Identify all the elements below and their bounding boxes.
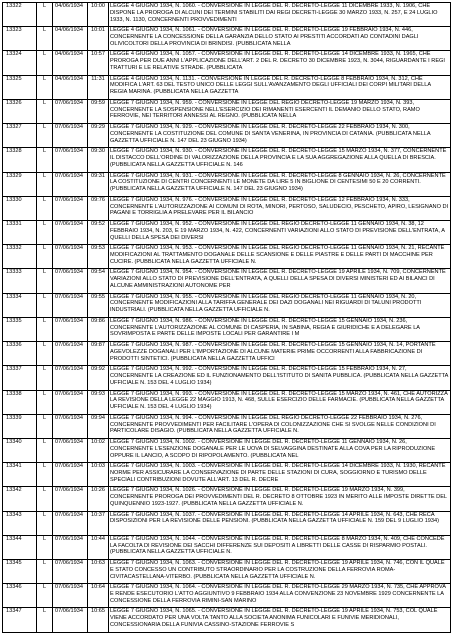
entry-code: 09:52 — [88, 220, 109, 244]
entry-code: 10:63 — [88, 560, 109, 584]
entry-number: 13344 — [3, 535, 37, 559]
entry-date: 07/06/1934 — [53, 463, 88, 487]
entry-code: 10:03 — [88, 463, 109, 487]
entry-date: 07/06/1934 — [53, 608, 88, 633]
entry-date: 07/06/1934 — [53, 293, 88, 317]
table-row — [3, 196, 451, 220]
entry-type: L — [37, 366, 53, 390]
entry-code: 10:37 — [88, 511, 109, 535]
entry-code: 09:92 — [88, 366, 109, 390]
table-row — [3, 99, 451, 123]
entry-type: L — [37, 27, 53, 51]
entry-date: 07/06/1934 — [53, 390, 88, 414]
entry-type: L — [37, 560, 53, 584]
entry-date: 07/06/1934 — [53, 196, 88, 220]
entry-date: 07/06/1934 — [53, 172, 88, 196]
entry-type: L — [37, 99, 53, 123]
entry-code: 09:53 — [88, 245, 109, 269]
entry-description: LEGGE 7 GIUGNO 1934, N. 1002. - CONVERSIONE IN LEGGE DEL R. DECRETO-LEGGE 11 GENNAIO 1934, N. 26, CONCERNENTE L'ESENZIONE DOGANALE PER LE UOVA DI SELVAGGINA DESTINATE ALLA COVA PER LA RIPRODUZIONE OPPURE IL LANCIO, A SCOPO DI RIPOPOLAMENTO. (PUBBLICATA NEL — [109, 438, 451, 462]
entry-description: LEGGE 7 GIUGNO 1934, N. 992. - CONVERSIONE IN LEGGE DEL R. DECRETO-LEGGE 15 FEBBRAIO 1934, N. 27, CONCERNENTE LA CREAZIONE ED IL FUNZIONAMENTO DELL'ISTITUTO DI SANITA PUBBLICA. (PUBBLICATA NELLA GAZZETTA UFFICIALE N. 153 DEL 4 LUGLIO 1934) — [109, 366, 451, 390]
entry-description: LEGGE 7 GIUGNO 1934, N. 1003. - CONVERSIONE IN LEGGE DEL R. DECRETO-LEGGE 14 DICEMBRE 1933, N. 1930, RECANTE NORME PER ASSICURARE LA CONSERVAZIONE DI PARTE DELLE STAZIONI DI CURA, SOGGIORNO E TURISMO DELLE SPECIALI CONTRIBUZIONI DOVUTE ALL'ART. 13 DEL R. DECRE — [109, 463, 451, 487]
entry-number: 13323 — [3, 27, 37, 51]
entry-code: 09:93 — [88, 390, 109, 414]
entry-number: 13334 — [3, 293, 37, 317]
entry-description: LEGGE 7 GIUGNO 1934, N. 952. - CONVERSIONE IN LEGGE DEL REGIO DECRETO-LEGGE 11 GENNAIO 1934, N. 38, 12 FEBBRAIO 1934, N. 203, E 19 MARZO 1934, N. 422, CONCERNENTI VARIAZIONI ALLO STATO DI PREVISIONE DELL'ENTRATA, A QUELLI DELLA SPESA DEI DIVERSI — [109, 220, 451, 244]
entry-code: 09:31 — [88, 172, 109, 196]
entry-number: 13337 — [3, 366, 37, 390]
entry-date: 07/06/1934 — [53, 124, 88, 148]
entry-code: 10:44 — [88, 535, 109, 559]
entry-description: LEGGE 7 GIUGNO 1934, N. 987. - CONVERSIONE IN LEGGE DEL R. DECRETO-LEGGE 15 GENNAIO 1934, N. 14, PORTANTE AGEVOLEZZE DOGANALI PER L'IMPORTAZIONE DI ALCUNE MATERIE PRIME OCCORRENTI ALLA FABBRICAZIONE DI PRODOTTI SINTETICI. (PUBBLICATA NELLA GAZZETTA UFFICI — [109, 342, 451, 366]
entry-date: 04/06/1934 — [53, 51, 88, 75]
table-row — [3, 511, 451, 535]
table-row — [3, 269, 451, 293]
entry-number: 13329 — [3, 172, 37, 196]
table-row — [3, 560, 451, 584]
entry-date: 07/06/1934 — [53, 245, 88, 269]
entry-date: 07/06/1934 — [53, 148, 88, 172]
entry-type: L — [37, 463, 53, 487]
entry-type: L — [37, 51, 53, 75]
entry-description: LEGGE 7 GIUGNO 1934, N. 953. - CONVERSIONE IN LEGGE DEL REGIO DECRETO-LEGGE 11 GENNAIO 1934, N. 21, RECANTE MODIFICAZIONI AL TRATTAMENTO DOGANALE DELLE SCANSIONE E DELLE PIASTRE E DELLE PARTI DI MACCHINE PER CUCIRE. (PUBBLICATA NELLA GAZZETTA UFFICIALE N. — [109, 245, 451, 269]
entry-number: 13345 — [3, 560, 37, 584]
entry-description: LEGGE 7 GIUGNO 1934, N. 1026. - CONVERSIONE IN LEGGE DEL R. DECRETO-LEGGE 19 MARZO 1934, N. 399, CONCERNENTE PROROGA DEI PROVVEDIMENTI DEL R. DECRETO 8 OTTOBRE 1923 IN MERITO ALLE IMPOSTE DIRETTE DEL QUINQUENNIO 1923-1927. (PUBBLICATA NELLA GAZZETTA UFFICIALE N. — [109, 487, 451, 511]
table-row — [3, 487, 451, 511]
entry-type: L — [37, 608, 53, 633]
table-row — [3, 245, 451, 269]
table-row — [3, 124, 451, 148]
entry-date: 07/06/1934 — [53, 269, 88, 293]
entry-date: 07/06/1934 — [53, 584, 88, 608]
entry-date: 07/06/1934 — [53, 317, 88, 341]
entry-description: LEGGE 7 GIUGNO 1934, N. 986. - CONVERSIONE IN LEGGE DEL R. DECRETO-LEGGE 15 GENNAIO 1934, N. 236, CONCERNENTE L'AUTORIZZAZIONE AL COMUNE DI CASPERIA, IN SABINA, REGIA E GIURIDICHE E A DELEGARE LA SOVRIMPOSTA E PARTE DELLE IMPOSTE LOCALI PER GARANTIRE I M — [109, 317, 451, 341]
entry-description: LEGGE 4 GIUGNO 1934, N. 1131. - CONVERSIONE IN LEGGE DEL R. DECRETO-LEGGE 8 FEBBRAIO 1934, N. 312, CHE MODIFICA L'ART. 63 DEL TESTO UNICO DELLE LEGGI SULL'AVANZAMENTO DEGLI UFFICIALI DEI CORPI MILITARI DELLA REGIA MARINA. (PUBBLICATA NELLA GAZZETTA — [109, 75, 451, 99]
table-row — [3, 3, 451, 27]
table-row — [3, 342, 451, 366]
entry-date: 07/06/1934 — [53, 535, 88, 559]
entry-date: 07/06/1934 — [53, 366, 88, 390]
entry-number: 13324 — [3, 51, 37, 75]
entry-date: 04/06/1934 — [53, 27, 88, 51]
table-row — [3, 172, 451, 196]
entry-type: L — [37, 535, 53, 559]
entry-code: 09:55 — [88, 293, 109, 317]
entry-code: 11:31 — [88, 75, 109, 99]
entry-number: 13336 — [3, 342, 37, 366]
entry-type: L — [37, 75, 53, 99]
entry-type: L — [37, 3, 53, 27]
entry-date: 07/06/1934 — [53, 99, 88, 123]
entry-number: 13328 — [3, 148, 37, 172]
entry-description: LEGGE 4 GIUGNO 1934, N. 1060. - CONVERSIONE IN LEGGE DEL R. DECRETO-LEGGE 11 DICEMBRE 1933, N. 1906, CHE DISPONE LA PROROGA DI ALCUNI DEI TERMINI STABILITI DAI REGI DECRETI-LEGGE 30 MARZO 1933, N. 257, E 24 LUGLIO 1933, N. 1130, CONCERNENTI PROVVEDIMENTI — [109, 3, 451, 27]
entry-type: L — [37, 584, 53, 608]
entry-number: 13346 — [3, 584, 37, 608]
entry-description: LEGGE 7 GIUGNO 1934, N. 930. - CONVERSIONE IN LEGGE DEL R. DECRETO-LEGGE 15 MARZO 1934, N. 377, CONCERNENTE IL DISTACCO DELL'ORDINE DI VALORIZZAZIONE DELLA PROVINCIA E LA SUA AGGREGAZIONE ALLA QUELLA DI BRESCIA. (PUBBLICATA NELLA GAZZETTA UFFICIALE N. 146 — [109, 148, 451, 172]
entry-description: LEGGE 4 GIUGNO 1934, N. 1061. - CONVERSIONE IN LEGGE DEL R. DECRETO-LEGGE 19 FEBBRAIO 1934, N. 446, CONCERNENTE LA CONCESSIONE DELLA GARANZIA DELLO STATO AI PRESTITI ACCORDATI AD CONTADINI DAGLI OLIVICOLTORI DELLA PROVINCIA DI BRINDISI. (PUBBLICATA NELLA — [109, 27, 451, 51]
entry-date: 07/06/1934 — [53, 560, 88, 584]
table-row — [3, 438, 451, 462]
entry-description: LEGGE 7 GIUGNO 1934, N. 1065. - CONVERSIONE IN LEGGE DEL R. DECRETO-LEGGE 19 APRILE 1934, N. 753, COL QUALE VIENE ACCORDATO PER UNA VOLTA TANTO ALLA SOCIETA ANONIMA FUNICOLARI E FUNIVIE MERIDIONALI, CONCESSIONARIA DELLA FUNIVIA CASSINO-STAZIONE FERROVIE S — [109, 608, 451, 633]
entry-number: 13325 — [3, 75, 37, 99]
table-row — [3, 220, 451, 244]
entry-code: 10:02 — [88, 438, 109, 462]
table-row — [3, 75, 451, 99]
entry-date: 07/06/1934 — [53, 438, 88, 462]
entry-date: 07/06/1934 — [53, 511, 88, 535]
entry-type: L — [37, 511, 53, 535]
entry-code: 10:26 — [88, 487, 109, 511]
table-row — [3, 535, 451, 559]
entry-date: 04/06/1934 — [53, 75, 88, 99]
entry-type: L — [37, 390, 53, 414]
entry-date: 07/06/1934 — [53, 487, 88, 511]
entry-code: 10:65 — [88, 608, 109, 633]
entry-description: LEGGE 7 GIUGNO 1934, N. 1037. - CONVERSIONE IN LEGGE DEL R. DECRETO-LEGGE 14 APRILE 1934, N. 643, CHE RECA DISPOSIZIONI PER LA REVISIONE DELLE PENSIONI. (PUBBLICATA NELLA GAZZETTA UFFICIALE N. 159 DEL 9 LUGLIO 1934) — [109, 511, 451, 535]
entry-description: LEGGE 7 GIUGNO 1934, N. 931. - CONVERSIONE IN LEGGE DEL R. DECRETO-LEGGE 8 GENNAIO 1934, N. 26, CONCERNENTE LA COSTITUZIONE DI CENTRI CONCERNENTI LE MONETE DA LIRE 5 IN BIGLIONE DI CENTESIMI 50 E 20 CORRENTI. (PUBBLICATA NELLA GAZZETTA UFFICIALE N. 147 DEL 23 GIUGNO 1934) — [109, 172, 451, 196]
entry-description: LEGGE 7 GIUGNO 1934, N. 959. - CONVERSIONE IN LEGGE DEL REGIO DECRETO-LEGGE 19 MARZO 1934, N. 393, CONCERNENTE LA SOSPENSIONE NELL'ESERCIZIO DEI RIMANENTI ESERCENTI IL DEMANIO DELLO STATO, RAMO FERROVIE, NEI TERRITORI ANNESSI AL REGNO. (PUBBLICATA NELLA — [109, 99, 451, 123]
entry-code: 10:01 — [88, 27, 109, 51]
entry-code: 10:64 — [88, 584, 109, 608]
entry-number: 13340 — [3, 438, 37, 462]
entry-type: L — [37, 196, 53, 220]
entry-number: 13322 — [3, 3, 37, 27]
entry-code: 10:00 — [88, 3, 109, 27]
entry-number: 13341 — [3, 463, 37, 487]
entry-description: LEGGE 7 GIUGNO 1934, N. 1044. - CONVERSIONE IN LEGGE DEL R. DECRETO-LEGGE 8 MARZO 1934, N. 409, CHE CONCEDE LA FACOLTA DI REVISIONE DEI SACCHI DIFFERENZE SUI DEPOSITI A LIBRETTI DELLE CASSE DI RISPARMIO POSTALI. (PUBBLICATA NELLA GAZZETTA UFFICIALE N. — [109, 535, 451, 559]
entry-number: 13326 — [3, 99, 37, 123]
entry-type: L — [37, 245, 53, 269]
entry-number: 13342 — [3, 487, 37, 511]
table-row — [3, 463, 451, 487]
entry-date: 07/06/1934 — [53, 414, 88, 438]
entry-number: 13331 — [3, 220, 37, 244]
entry-number: 13347 — [3, 608, 37, 633]
table-row — [3, 390, 451, 414]
table-row — [3, 27, 451, 51]
entry-description: LEGGE 7 GIUGNO 1934, N. 955. - CONVERSIONE IN LEGGE DEL REGIO DECRETO-LEGGE 11 GENNAIO 1934, N. 20, CONCERNENTE MODIFICAZIONI ALLA TARIFFA GENERALE DEI DAZI DOGANALI NEI RIGUARDI DI TALUNI PRODOTTI INDUSTRIALI. (PUBBLICATA NELLA GAZZETTA UFFICIALE N. — [109, 293, 451, 317]
entry-number: 13335 — [3, 317, 37, 341]
entry-number: 13330 — [3, 196, 37, 220]
entry-description: LEGGE 7 GIUGNO 1934, N. 976. - CONVERSIONE IN LEGGE DEL R. DECRETO-LEGGE 12 FEBBRAIO 1934, N. 333, CONCERNENTE L'AUTORIZZAZIONE AI COMUNI DI ROTA, MINORI, PERTOSO, SALUDECIO, PESCHETO, APIRO, LESIGNANO DI PAGANI E TORRIGLIA A PRELEVARE PER IL BILANCIO — [109, 196, 451, 220]
table-row — [3, 51, 451, 75]
entry-code: 09:54 — [88, 269, 109, 293]
entry-type: L — [37, 124, 53, 148]
entry-type: L — [37, 220, 53, 244]
entry-code: 10:57 — [88, 51, 109, 75]
entry-date: 07/06/1934 — [53, 220, 88, 244]
entry-date: 04/06/1934 — [53, 3, 88, 27]
entry-code: 09:59 — [88, 99, 109, 123]
entry-type: L — [37, 342, 53, 366]
entry-description: LEGGE 7 GIUGNO 1934, N. 1064. - CONVERSIONE IN LEGGE DEL R. DECRETO-LEGGE 29 MARZO 1934, N. 735, CHE APPROVA E RENDE ESECUTORIO L'ATTO AGGIUNTIVO 9 FEBBRAIO 1934 ALLA CONVENZIONE 23 NOVEMBRE 1929 CONCERNENTE LA CONCESSIONE DELLA FERROVIA RIMINI-SAN MARINO — [109, 584, 451, 608]
table-row — [3, 317, 451, 341]
table-row — [3, 148, 451, 172]
entry-number: 13333 — [3, 269, 37, 293]
entry-code: 09:94 — [88, 414, 109, 438]
entry-code: 09:87 — [88, 342, 109, 366]
entry-description: LEGGE 7 GIUGNO 1934, N. 994. - CONVERSIONE IN LEGGE DEL REGIO DECRETO-LEGGE 22 FEBBRAIO 1934, N. 276, CONCERNENTE PROVVEDIMENTI PER FACILITARE L'OPERA DI COLONIZZAZIONE CHE SI SVOLGE NELLE CONDIZIONI DI PARTICOLARE DISAGIO. (PUBBLICATA NELLA GAZZETTA UFFICIALE N. — [109, 414, 451, 438]
entry-number: 13332 — [3, 245, 37, 269]
entry-type: L — [37, 172, 53, 196]
entry-description: LEGGE 7 GIUGNO 1934, N. 929. - CONVERSIONE IN LEGGE DEL R. DECRETO-LEGGE 22 FEBBRAIO 1934, N. 300, CONCERNENTE LA COSTITUZIONE DEL COMUNE DI SANTA VENERINA, IN PROVINCIA DI CATANIA. (PUBBLICATA NELLA GAZZETTA UFFICIALE N. 147 DEL 23 GIUGNO 1934) — [109, 124, 451, 148]
entry-code: 09:29 — [88, 124, 109, 148]
entry-code: 09:76 — [88, 196, 109, 220]
entry-type: L — [37, 148, 53, 172]
entry-description: LEGGE 7 GIUGNO 1934, N. 954. - CONVERSIONE IN LEGGE DEL R. DECRETO-LEGGE 19 APRILE 1934, N. 709, CONCERNENTE VARIAZIONI ALLO STATO DI PREVISIONE DELL'ENTRATA, A QUELLI DELLA SPESA DI DIVERSI MINISTERI ED AI BILANCI DI ALCUNE AMMINISTRAZIONI AUTONOME PER — [109, 269, 451, 293]
table-row — [3, 584, 451, 608]
entry-number: 13343 — [3, 511, 37, 535]
table-row — [3, 293, 451, 317]
entry-number: 13339 — [3, 414, 37, 438]
law-register-table — [2, 2, 451, 633]
law-register-body — [3, 3, 451, 633]
table-row — [3, 608, 451, 633]
table-row — [3, 414, 451, 438]
entry-type: L — [37, 438, 53, 462]
entry-type: L — [37, 487, 53, 511]
entry-number: 13327 — [3, 124, 37, 148]
entry-description: LEGGE 4 GIUGNO 1934, N. 1057. - CONVERSIONE IN LEGGE DEL R. DECRETO-LEGGE 14 DICEMBRE 1933, N. 1965, CHE PROROGA PER DUE ANNI L'APPLICAZIONE DELL'ART. 2 DEL R. DECRETO 30 DICEMBRE 1923, N. 3044, RIGUARDANTE I REGI TRATTURI E LE RELATIVE STRADE. (PUBBLICATA — [109, 51, 451, 75]
entry-description: LEGGE 7 GIUGNO 1934, N. 1063. - CONVERSIONE IN LEGGE DEL R. DECRETO-LEGGE 19 APRILE 1934, N. 746, CON IL QUALE E STATO CONCESSO UN CONTRIBUTO STRAORDINARIO PER LA COSTRUZIONE DELLA FERROVIA ROMA-CIVITACASTELLANA-VITERBO. (PUBBLICATA NELLA GAZZETTA UFFICIALE N. — [109, 560, 451, 584]
entry-type: L — [37, 414, 53, 438]
entry-code: 09:86 — [88, 317, 109, 341]
entry-type: L — [37, 269, 53, 293]
entry-type: L — [37, 317, 53, 341]
entry-date: 07/06/1934 — [53, 342, 88, 366]
table-row — [3, 366, 451, 390]
entry-type: L — [37, 293, 53, 317]
entry-code: 09:30 — [88, 148, 109, 172]
entry-description: LEGGE 7 GIUGNO 1934, N. 993. - CONVERSIONE IN LEGGE DEL R. DECRETO-LEGGE 15 MARZO 1934, N. 461, CHE AUTORIZZA LA REVISIONE DELLA LEGGE 22 MAGGIO 1913, N. 468, SULLE ESERCIZIO DELLE FARMACIE. (PUBBLICATA NELLA GAZZETTA UFFICIALE N. 153 DEL 4 LUGLIO 1934) — [109, 390, 451, 414]
entry-number: 13338 — [3, 390, 37, 414]
